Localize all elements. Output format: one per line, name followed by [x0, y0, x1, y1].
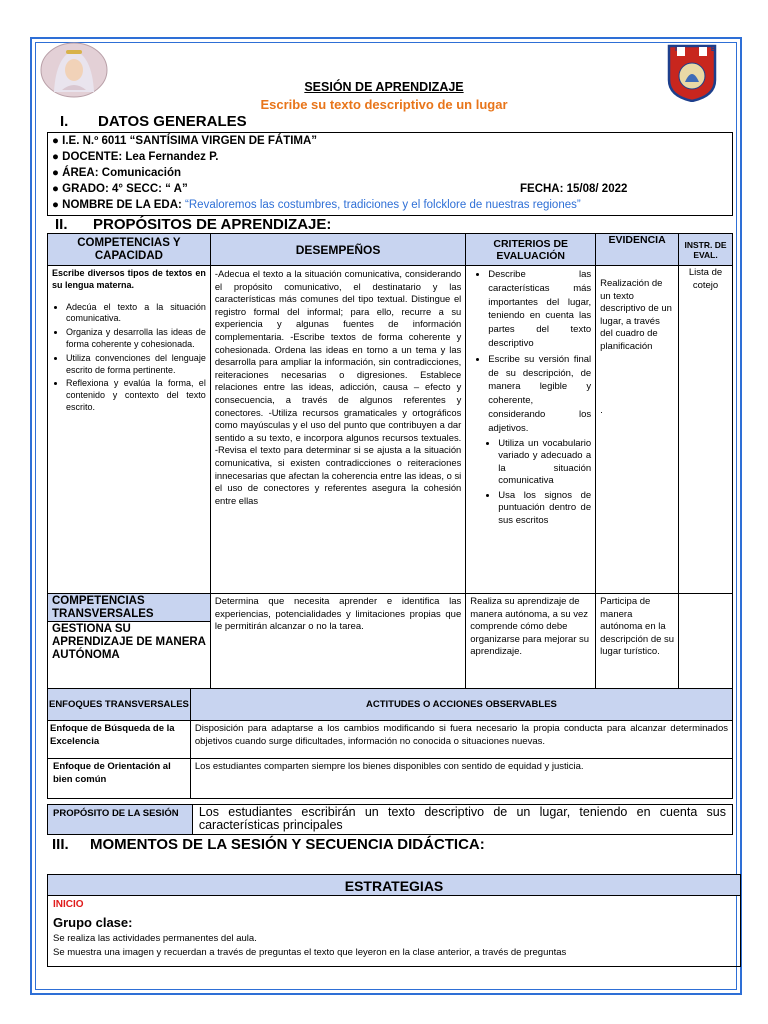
- area-line: ● ÁREA: Comunicación: [52, 167, 181, 179]
- header-desempenos: DESEMPEÑOS: [210, 234, 465, 266]
- document-title: SESIÓN DE APRENDIZAJE: [304, 80, 464, 94]
- datos-generales-box: [47, 132, 733, 216]
- capacidad-item: • Organiza y desarrolla las ideas de forma coherente y cohesionada.: [66, 327, 206, 351]
- section-2-heading: II. PROPÓSITOS DE APRENDIZAJE:: [55, 216, 332, 233]
- grado-line: ● GRADO: 4° SECC: “ A”: [52, 183, 188, 195]
- proposito-text: Los estudiantes escribirán un texto descriptivo de un lugar, teniendo en cuenta sus características principales: [192, 805, 732, 835]
- header-evidencia: EVIDENCIA: [596, 234, 679, 266]
- transversal-name: GESTIONA SU APRENDIZAJE DE MANERA AUTÓNOMA: [52, 623, 206, 661]
- propositos-table: [47, 233, 733, 690]
- competencia-title: Escribe diversos tipos de textos en su lengua materna.: [52, 268, 206, 290]
- document-subtitle: Escribe su texto descriptivo de un lugar: [260, 97, 508, 112]
- inicio-label: INICIO: [53, 899, 84, 910]
- criterio-subitem: • Usa los signos de puntuación dentro de sus escritos: [498, 490, 591, 528]
- desempenos-cell: -Adecua el texto a la situación comunicativa, considerando el propósito comunicativo, el destinatario y las características más comunes del tipo textual. Distingue el registro formal del informal; para ello, recurre a su experiencia y algunas fuentes de información complementaria. -Escribe textos de forma coherente y cohesionada. Ordena las ideas en torno a un tema y las desarrolla para ampliar la información, sin contradicciones, reiteraciones necesarias o digresiones. Establece relaciones entre las ideas, adicción, causa – efecto y consecuencia, a través de algunos referentes y conectores. -Utiliza recursos gramaticales y ortográficos como mayúsculas y el uso del punto que contribuyen a dar sentido a su texto, e incorpora algunos recursos textuales. -Revisa el texto para determinar si se ajusta a la situación comunicativa, si existen contradicciones o reiteraciones innecesarias que afectan la coherencia entre las ideas, o si el uso de conectores y referentes asegura la cohesión entre ellas: [210, 266, 465, 594]
- header-criterios: CRITERIOS DE EVALUACIÓN: [466, 234, 596, 266]
- estrategias-heading: ESTRATEGIAS: [47, 874, 741, 896]
- grupo-clase-label: Grupo clase:: [53, 915, 133, 930]
- enfoque-row-label: Enfoque de Orientación al bien común: [48, 759, 191, 799]
- transversal-heading: COMPETENCIAS TRANSVERSALES: [48, 594, 210, 622]
- enfoque-row-label: Enfoque de Búsqueda de la Excelencia: [48, 721, 191, 759]
- estrategia-line: Se realiza las actividades permanentes del aula.: [53, 933, 257, 944]
- header-competencias: COMPETENCIAS Y CAPACIDAD: [48, 234, 211, 266]
- enfoque-row-action: Los estudiantes comparten siempre los bienes disponibles con sentido de equidad y justicia.: [190, 759, 732, 799]
- evidencia-text: Realización de un texto descriptivo de un lugar, a través del cuadro de planificación: [600, 278, 672, 352]
- docente-line: ● DOCENTE: Lea Fernandez P.: [52, 151, 219, 163]
- estrategia-line: Se muestra una imagen y recuerdan a través de preguntas el texto que leyeron en la clase anterior, a través de preguntas: [53, 947, 567, 958]
- proposito-table: [47, 804, 733, 835]
- transversal-instrumento: [679, 594, 733, 690]
- enfoques-heading: ENFOQUES TRANSVERSALES: [48, 689, 191, 721]
- criterio-item: • Escribe su versión final de su descripción, de manera legible y coherente, considerando los adjetivos.: [488, 353, 591, 436]
- enfoque-row-action: Disposición para adaptarse a los cambios modificando si fuera necesario la propia conducta para alcanzar determinados objetivos cuando surge dificultades, información no conocida o situaciones nuevas.: [190, 721, 732, 759]
- evidencia-cell: [596, 266, 679, 594]
- criterio-subitem: • Utiliza un vocabulario variado y adecuado a la situación comunicativa: [498, 438, 591, 488]
- criterios-cell: [466, 266, 596, 594]
- estrategias-body: [47, 895, 741, 967]
- transversal-criterio: Realiza su aprendizaje de manera autónoma, a su vez comprende cómo debe organizarse para mejorar su aprendizaje.: [466, 594, 596, 690]
- fecha-line: FECHA: 15/08/ 2022: [520, 183, 628, 195]
- shield-letters: I E: [675, 46, 732, 53]
- header-instrumento: INSTR. DE EVAL.: [679, 234, 733, 266]
- capacidad-item: • Adecúa el texto a la situación comunicativa.: [66, 302, 206, 326]
- capacidad-item: • Reflexiona y evalúa la forma, el contenido y contexto del texto escrito.: [66, 378, 206, 413]
- capacidades-list: [52, 302, 206, 414]
- enfoques-table: [47, 688, 733, 799]
- section-1-heading: I. DATOS GENERALES: [60, 113, 247, 130]
- proposito-label: PROPÓSITO DE LA SESIÓN: [48, 805, 193, 835]
- transversal-cell: [48, 594, 211, 690]
- instrumento-cell: Lista de cotejo: [679, 266, 733, 594]
- transversal-evidencia: Participa de manera autónoma en la descripción de su lugar turístico.: [596, 594, 679, 690]
- eda-line: ● NOMBRE DE LA EDA: “Revaloremos las costumbres, tradiciones y el folcklore de nuestras regiones”: [52, 199, 581, 211]
- evidencia-dot: .: [600, 405, 603, 416]
- transversal-desempeno: Determina que necesita aprender e identifica las experiencias, potencialidades y limitaciones propias que le permitirán alcanzar o no la tarea.: [210, 594, 465, 690]
- capacidad-item: • Utiliza convenciones del lenguaje escrito de forma pertinente.: [66, 353, 206, 377]
- actitudes-heading: ACTITUDES O ACCIONES OBSERVABLES: [190, 689, 732, 721]
- section-3-heading: III. MOMENTOS DE LA SESIÓN Y SECUENCIA DIDÁCTICA:: [52, 836, 485, 853]
- criterio-item: • Describe las características más importantes del lugar, teniendo en cuenta las partes del texto descriptivo: [488, 268, 591, 351]
- ie-line: ● I.E. N.º 6011 “SANTÍSIMA VIRGEN DE FÁTIMA”: [52, 135, 318, 147]
- competencia-cell: [48, 266, 211, 594]
